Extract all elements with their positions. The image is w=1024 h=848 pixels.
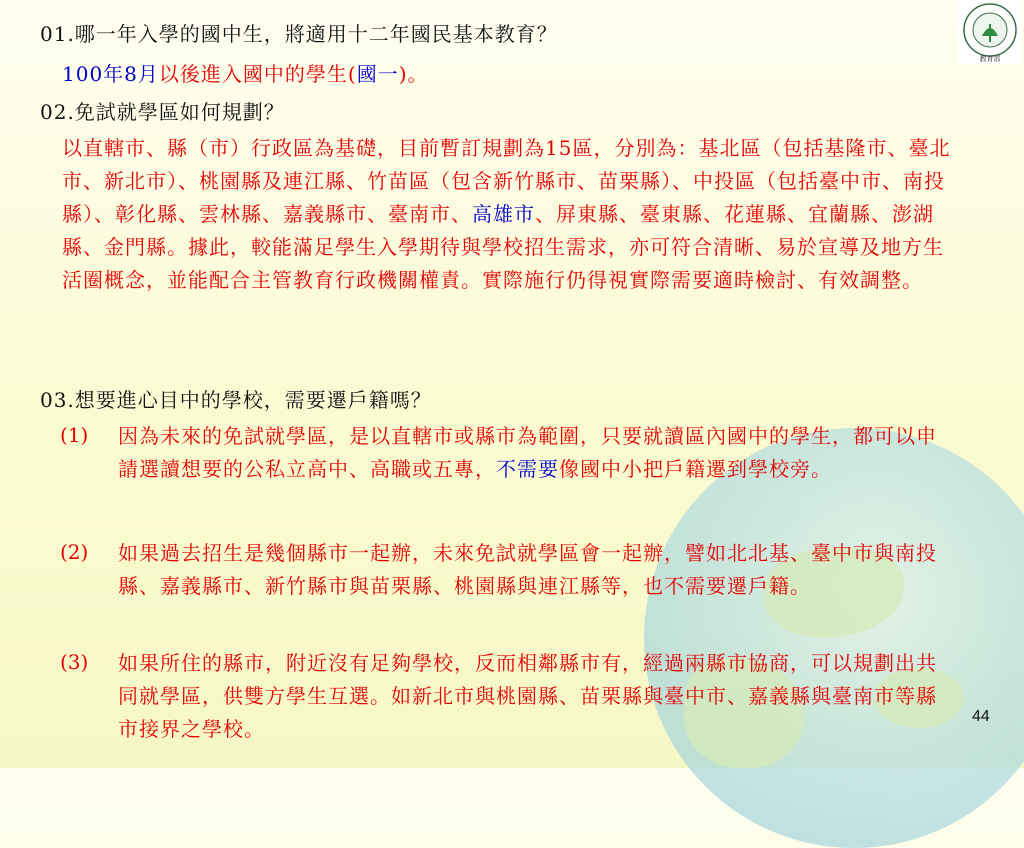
- question-2-title: 02.免試就學區如何規劃？: [40, 100, 285, 124]
- item-number: (2): [60, 540, 89, 564]
- item-text: 因為未來的免試就學區，是以直轄市或縣市為範圍，只要就讀區內國中的學生，都可以申請選讀想要的公私立高中、高職或五專，: [118, 424, 937, 481]
- answer-part-1: 以直轄市、縣（市）行政區為基礎，目前暫訂規劃為15區，分別為：基北區（包括基隆市、臺北市、新北市）、桃園縣及連江縣、竹苗區（包含新竹縣市、苗栗縣）、中投區（包括臺中市、南投縣）、彰化縣、雲林縣、嘉義縣市、臺南市、: [62, 136, 951, 226]
- highlight-kaohsiung: 高雄市: [472, 202, 535, 226]
- q3-item-2: 如果過去招生是幾個縣市一起辦，未來免試就學區會一起辦，譬如北北基、臺中市與南投縣、嘉義縣市、新竹縣市與苗栗縣、桃園縣與連江縣等，也不需要遷戶籍。: [118, 541, 937, 598]
- q3-item-3: 如果所住的縣市，附近沒有足夠學校，反而相鄰縣市有，經過兩縣市協商，可以規劃出共同就學區，供雙方學生互選。如新北市與桃園縣、苗栗縣與臺中市、嘉義縣與臺南市等縣市接界之學校。: [118, 651, 937, 741]
- question-3-title: 03.想要進心目中的學校，需要遷戶籍嗎？: [40, 388, 432, 412]
- question-2-answer: [62, 132, 952, 297]
- item-number: (1): [60, 423, 89, 447]
- item-text-2: 像國中小把戶籍遷到學校旁。: [559, 457, 832, 481]
- answer-date: 100年8月: [62, 62, 159, 86]
- answer-end: )。: [398, 62, 429, 86]
- item-number: (3): [60, 650, 89, 674]
- logo-subtext: 教育部: [979, 55, 1001, 63]
- q3-item-1: [118, 420, 948, 486]
- answer-grade: 國一: [356, 62, 399, 86]
- answer-text: 以後進入國中的學生(: [158, 62, 357, 86]
- question-1-answer: [62, 58, 429, 87]
- page-number: 44: [972, 708, 990, 725]
- answer-part-2: 、屏東縣、臺東縣、花蓮縣、宜蘭縣、澎湖縣、金門縣。據此，較能滿足學生入學期待與學校招生需求，亦可符合清晰、易於宣導及地方生活圈概念，並能配合主管教育行政機關權責。實際施行仍得視實際需要適時檢討、有效調整。: [62, 202, 944, 292]
- question-1-title: 01.哪一年入學的國中生，將適用十二年國民基本教育？: [40, 22, 558, 46]
- highlight-no-need: 不需要: [496, 457, 559, 481]
